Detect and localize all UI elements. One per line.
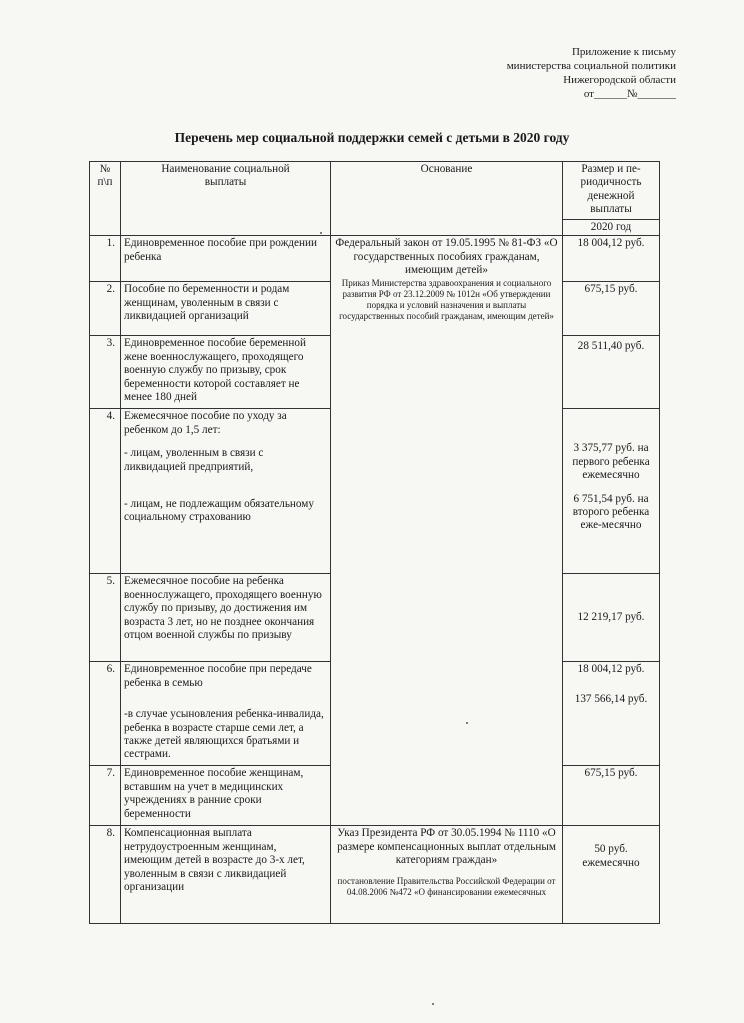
scan-speck (432, 1003, 434, 1005)
row-amount-text: 28 511,40 руб. (577, 340, 645, 353)
row-name: Единовременное пособие женщинам, вставшим на учет в медицинских учреждениях в ранние сроки беременности (121, 766, 331, 826)
row-name (121, 662, 331, 766)
scan-speck (466, 722, 468, 724)
appendix-line-3: Нижегородской области (563, 74, 676, 86)
row-num: 3. (90, 336, 121, 409)
row-amount (563, 662, 660, 766)
scan-speck (320, 232, 322, 234)
table-row (90, 236, 660, 282)
row-amount-text: 50 руб. ежемесячно (582, 843, 640, 869)
row-num: 8. (90, 826, 121, 924)
row-amount: 675,15 руб. (563, 766, 660, 826)
header-num: № п\п (90, 162, 121, 236)
row-num: 6. (90, 662, 121, 766)
table-header-row (90, 162, 660, 220)
row-name: Компенсационная выплата нетрудоустроенным женщинам, имеющим детей в возрасте до 3-х лет, уволенным в связи с ликвидацией организации (121, 826, 331, 924)
row-num: 5. (90, 574, 121, 662)
appendix-line-2: министерства социальной политики (506, 60, 676, 72)
basis-group-1 (331, 236, 563, 826)
header-name (121, 162, 331, 236)
header-amount: Размер и пе-риодичность денежной выплаты (563, 162, 660, 220)
row-amount: 12 219,17 руб. (563, 574, 660, 662)
appendix-line-4: от______№_______ (583, 88, 676, 100)
row-num: 4. (90, 409, 121, 574)
row-amount-2: 137 566,14 руб. (574, 692, 648, 705)
support-measures-table (89, 161, 660, 924)
row-num: 1. (90, 236, 121, 282)
row-name: Ежемесячное пособие на ребенка военнослужащего, проходящего военную службу по призыву, до достижения им возраста 3 лет, но не позднее окончания отцом военной службы по призыву (121, 574, 331, 662)
row-amount (563, 336, 660, 409)
appendix-header (500, 45, 676, 101)
row-sub-item-1: - лицам, уволенным в связи с ликвидацией предприятий, (124, 447, 264, 473)
header-name-text: Наименование социальной выплаты (161, 163, 290, 189)
row-name: Пособие по беременности и родам женщинам, уволенным в связи с ликвидацией организаций (121, 282, 331, 336)
row-amount: 18 004,12 руб. (563, 236, 660, 282)
row-name: Единовременное пособие беременной жене военнослужащего, проходящего военную службу по призыву, срок беременности которой составляет не менее 180 дней (121, 336, 331, 409)
row-sub-item-1: -в случае усыновления ребенка-инвалида, ребенка в возрасте старше семи лет, а также детей являющихся братьями и сестрами. (124, 708, 324, 761)
row-amount-2: 6 751,54 руб. на второго ребенка еже-месячно (572, 492, 650, 532)
row-num: 2. (90, 282, 121, 336)
basis-group-2 (331, 826, 563, 924)
table-row (90, 826, 660, 924)
header-year: 2020 год (563, 220, 660, 236)
row-amount: 675,15 руб. (563, 282, 660, 336)
basis-ministry-order: Приказ Министерства здравоохранения и социального развития РФ от 23.12.2009 № 1012н «Об утверждении порядка и условий назначения и выплаты государственных пособий гражданам, имеющим детей» (339, 277, 554, 321)
row-name-text: Ежемесячное пособие по уходу за ребенком до 1,5 лет: (124, 410, 287, 436)
row-name-text: Единовременное пособие при передаче ребенка в семью (124, 663, 312, 689)
row-amount (563, 409, 660, 574)
basis-federal-law: Федеральный закон от 19.05.1995 № 81-ФЗ «О государственных пособиях гражданам, имеющим детей» (335, 237, 558, 277)
basis-presidential-decree: Указ Президента РФ от 30.05.1994 № 1110 «О размере компенсационных выплат отдельным категориям граждан» (337, 827, 556, 867)
document-title: Перечень мер социальной поддержки семей с детьми в 2020 году (174, 130, 570, 145)
row-sub-item-2: - лицам, не подлежащим обязательному социальному страхованию (124, 498, 314, 524)
basis-government-resolution: постановление Правительства Российской Федерации от 04.08.2006 №472 «О финансировании ежемесячных (337, 875, 556, 897)
header-basis: Основание (331, 162, 563, 236)
row-amount-1: 18 004,12 руб. (577, 663, 645, 676)
appendix-line-1: Приложение к письму (571, 46, 676, 58)
row-num: 7. (90, 766, 121, 826)
row-amount-1: 3 375,77 руб. на первого ребенка ежемесячно (572, 442, 650, 482)
row-name (121, 409, 331, 574)
row-name: Единовременное пособие при рождении ребенка (121, 236, 331, 282)
row-amount (563, 826, 660, 924)
